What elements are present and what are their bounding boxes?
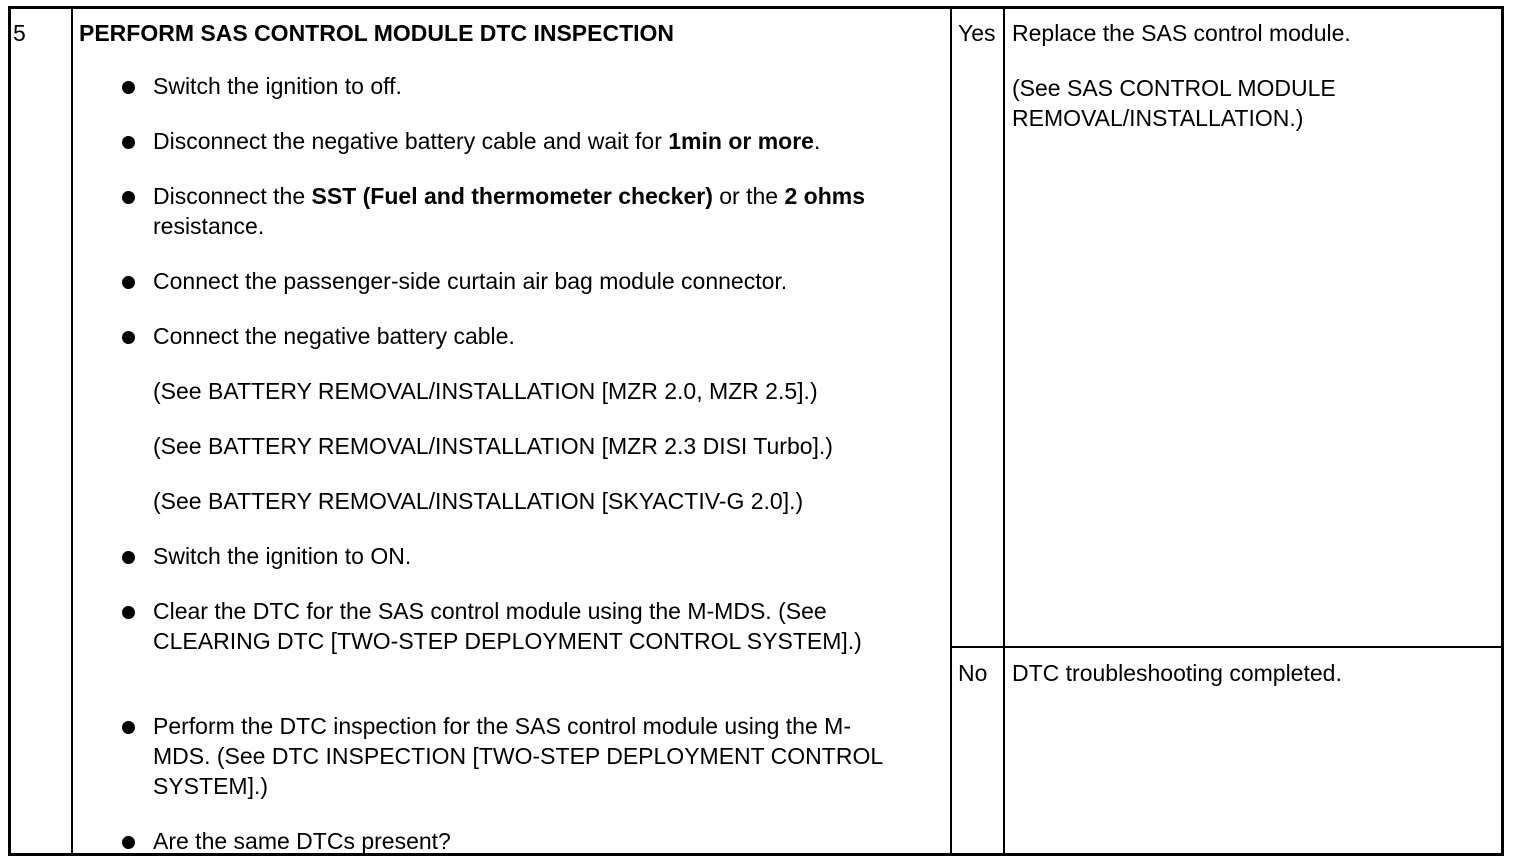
- step-title: PERFORM SAS CONTROL MODULE DTC INSPECTION: [79, 20, 675, 46]
- instruction-item: Switch the ignition to off.: [153, 73, 402, 99]
- bullet-icon: [122, 191, 135, 204]
- sst-name: SST (Fuel and thermometer checker): [311, 183, 713, 209]
- battery-reference: (See BATTERY REMOVAL/INSTALLATION [MZR 2.3 DISI Turbo].): [153, 433, 833, 459]
- instruction-item: Clear the DTC for the SAS control module using the M-MDS. (See CLEARING DTC [TWO-STEP DEPLOYMENT CONTROL SYSTEM].): [153, 598, 862, 654]
- wait-time-value: 1min or more: [668, 128, 814, 154]
- diagnostic-table: [8, 6, 1504, 856]
- instruction-item: Disconnect the negative battery cable and wait for 1min or more.: [153, 128, 821, 154]
- bullet-icon: [122, 551, 135, 564]
- instruction-item: Connect the negative battery cable.: [153, 323, 515, 349]
- yes-reference: (See SAS CONTROL MODULE REMOVAL/INSTALLATION.): [1012, 75, 1336, 131]
- resistance-value: 2 ohms: [784, 183, 866, 209]
- yes-label: Yes: [958, 20, 996, 46]
- question-item: Are the same DTCs present?: [153, 828, 451, 854]
- step-number: 5: [13, 20, 26, 46]
- bullet-icon: [122, 276, 135, 289]
- bullet-icon: [122, 331, 135, 344]
- row-divider-yes-no: [950, 646, 1501, 648]
- bullet-icon: [122, 836, 135, 849]
- bullet-icon: [122, 136, 135, 149]
- no-action: DTC troubleshooting completed.: [1012, 660, 1342, 686]
- column-divider-action: [1003, 9, 1005, 853]
- battery-reference: (See BATTERY REMOVAL/INSTALLATION [SKYACTIV-G 2.0].): [153, 488, 804, 514]
- column-divider-step: [71, 9, 73, 853]
- instruction-item: Switch the ignition to ON.: [153, 543, 412, 569]
- column-divider-result: [950, 9, 952, 853]
- bullet-icon: [122, 606, 135, 619]
- bullet-icon: [122, 81, 135, 94]
- yes-action: Replace the SAS control module.: [1012, 20, 1351, 46]
- bullet-icon: [122, 721, 135, 734]
- instruction-item: Disconnect the SST (Fuel and thermometer checker) or the 2 ohms resistance.: [153, 183, 866, 239]
- instruction-item: Perform the DTC inspection for the SAS control module using the M-MDS. (See DTC INSPECTION [TWO-STEP DEPLOYMENT CONTROL SYSTEM].): [153, 713, 883, 799]
- battery-reference: (See BATTERY REMOVAL/INSTALLATION [MZR 2.0, MZR 2.5].): [153, 378, 818, 404]
- no-label: No: [958, 660, 988, 686]
- instruction-item: Connect the passenger-side curtain air bag module connector.: [153, 268, 788, 294]
